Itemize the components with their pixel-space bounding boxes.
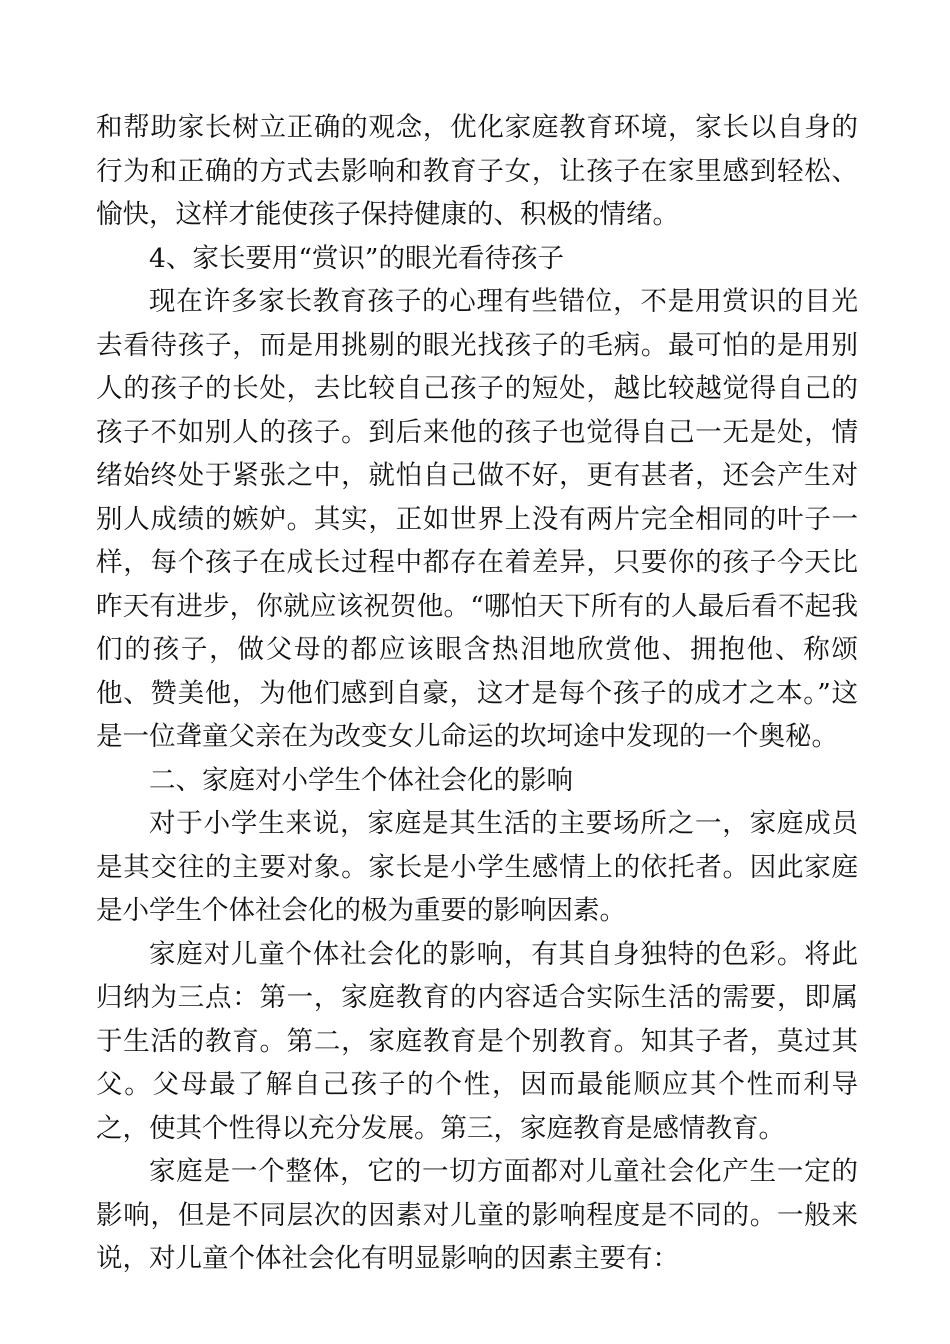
section-heading-family-influence: 二、家庭对小学生个体社会化的影响	[149, 764, 573, 796]
paragraph-family-factors: 家庭是一个整体，它的一切方面都对儿童社会化产生一定的影响，但是不同层次的因素对儿童的影响程度是不同的。一般来说，对儿童个体社会化有明显影响的因素主要有：	[96, 1156, 858, 1274]
paragraph-continuation: 和帮助家长树立正确的观念，优化家庭教育环境，家长以自身的行为和正确的方式去影响和教育子女，让孩子在家里感到轻松、愉快，这样才能使孩子保持健康的、积极的情绪。	[96, 112, 858, 230]
paragraph-family-characteristics: 家庭对儿童个体社会化的影响，有其自身独特的色彩。将此归纳为三点：第一，家庭教育的内容适合实际生活的需要，即属于生活的教育。第二，家庭教育是个别教育。知其子者，莫过其父。父母最了解自己孩子的个性，因而最能顺应其个性而利导之，使其个性得以充分发展。第三，家庭教育是感情教育。	[96, 938, 858, 1144]
section-heading-appreciation: 4、家长要用“赏识”的眼光看待孩子	[149, 242, 564, 274]
document-page	[96, 106, 858, 1281]
paragraph-family-role: 对于小学生来说，家庭是其生活的主要场所之一，家庭成员是其交往的主要对象。家长是小学生感情上的依托者。因此家庭是小学生个体社会化的极为重要的影响因素。	[96, 808, 858, 926]
paragraph-appreciation: 现在许多家长教育孩子的心理有些错位，不是用赏识的目光去看待孩子，而是用挑剔的眼光找孩子的毛病。最可怕的是用别人的孩子的长处，去比较自己孩子的短处，越比较越觉得自己的孩子不如别人的孩子。到后来他的孩子也觉得自己一无是处，情绪始终处于紧张之中，就怕自己做不好，更有甚者，还会产生对别人成绩的嫉妒。其实，正如世界上没有两片完全相同的叶子一样，每个孩子在成长过程中都存在着差异，只要你的孩子今天比昨天有进步，你就应该祝贺他。“哪怕天下所有的人最后看不起我们的孩子，做父母的都应该眼含热泪地欣赏他、拥抱他、称颂他、赞美他，为他们感到自豪，这才是每个孩子的成才之本。”这是一位聋童父亲在为改变女儿命运的坎坷途中发现的一个奥秘。	[96, 286, 858, 752]
